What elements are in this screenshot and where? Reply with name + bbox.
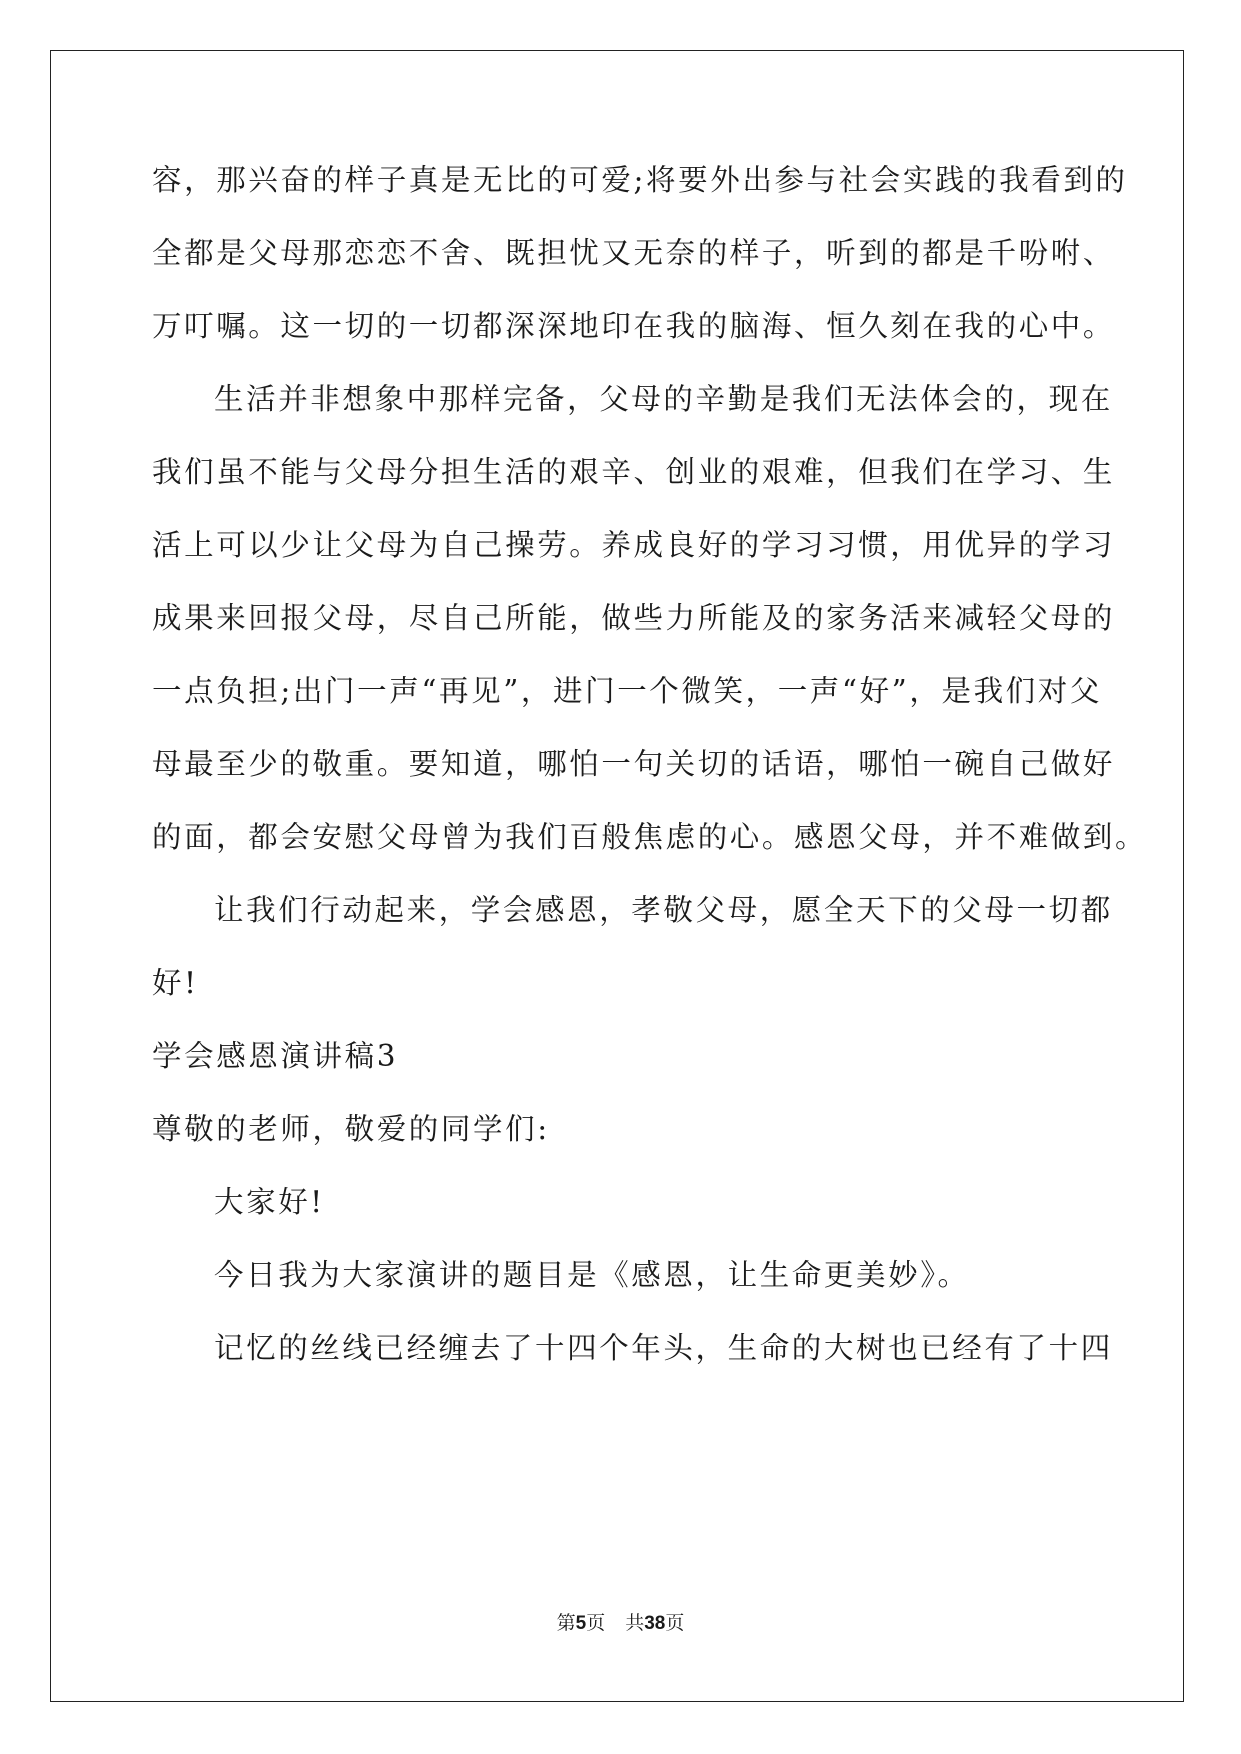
text-line: 成果来回报父母，尽自己所能，做些力所能及的家务活来减轻父母的: [152, 601, 1116, 635]
text-line: 好!: [152, 966, 199, 1000]
total-pages-number: 38: [644, 1613, 666, 1634]
section-heading: 学会感恩演讲稿3: [152, 1039, 399, 1073]
page-border: [50, 50, 1184, 1702]
total-suffix: 页: [665, 1612, 685, 1634]
current-page-number: 5: [575, 1613, 587, 1634]
text-line: 容，那兴奋的样子真是无比的可爱;将要外出参与社会实践的我看到的: [152, 163, 1128, 197]
page-suffix: 页: [586, 1612, 606, 1634]
paragraph-start-line: 今日我为大家演讲的题目是《感恩，让生命更美妙》。: [214, 1258, 970, 1292]
paragraph-start-line: 生活并非想象中那样完备，父母的辛勤是我们无法体会的，现在: [214, 382, 1113, 416]
text-line: 万叮嘱。这一切的一切都深深地印在我的脑海、恒久刻在我的心中。: [152, 309, 1116, 343]
greeting: 大家好!: [214, 1185, 325, 1219]
text-line: 我们虽不能与父母分担生活的艰辛、创业的艰难，但我们在学习、生: [152, 455, 1116, 489]
text-line: 全都是父母那恋恋不舍、既担忧又无奈的样子，听到的都是千吩咐、: [152, 236, 1116, 270]
page-footer: [0, 1610, 1241, 1637]
total-prefix: 共: [625, 1612, 645, 1634]
paragraph-start-line: 记忆的丝线已经缠去了十四个年头，生命的大树也已经有了十四: [214, 1331, 1113, 1365]
text-line: 母最至少的敬重。要知道，哪怕一句关切的话语，哪怕一碗自己做好: [152, 747, 1116, 781]
salutation: 尊敬的老师，敬爱的同学们:: [152, 1112, 550, 1146]
text-line: 的面，都会安慰父母曾为我们百般焦虑的心。感恩父母，并不难做到。: [152, 820, 1148, 854]
text-line: 活上可以少让父母为自己操劳。养成良好的学习习惯，用优异的学习: [152, 528, 1116, 562]
page-prefix: 第: [556, 1612, 576, 1634]
paragraph-start-line: 让我们行动起来，学会感恩，孝敬父母，愿全天下的父母一切都: [214, 893, 1113, 927]
text-line: 一点负担;出门一声“再见”，进门一个微笑，一声“好”，是我们对父: [152, 674, 1102, 708]
